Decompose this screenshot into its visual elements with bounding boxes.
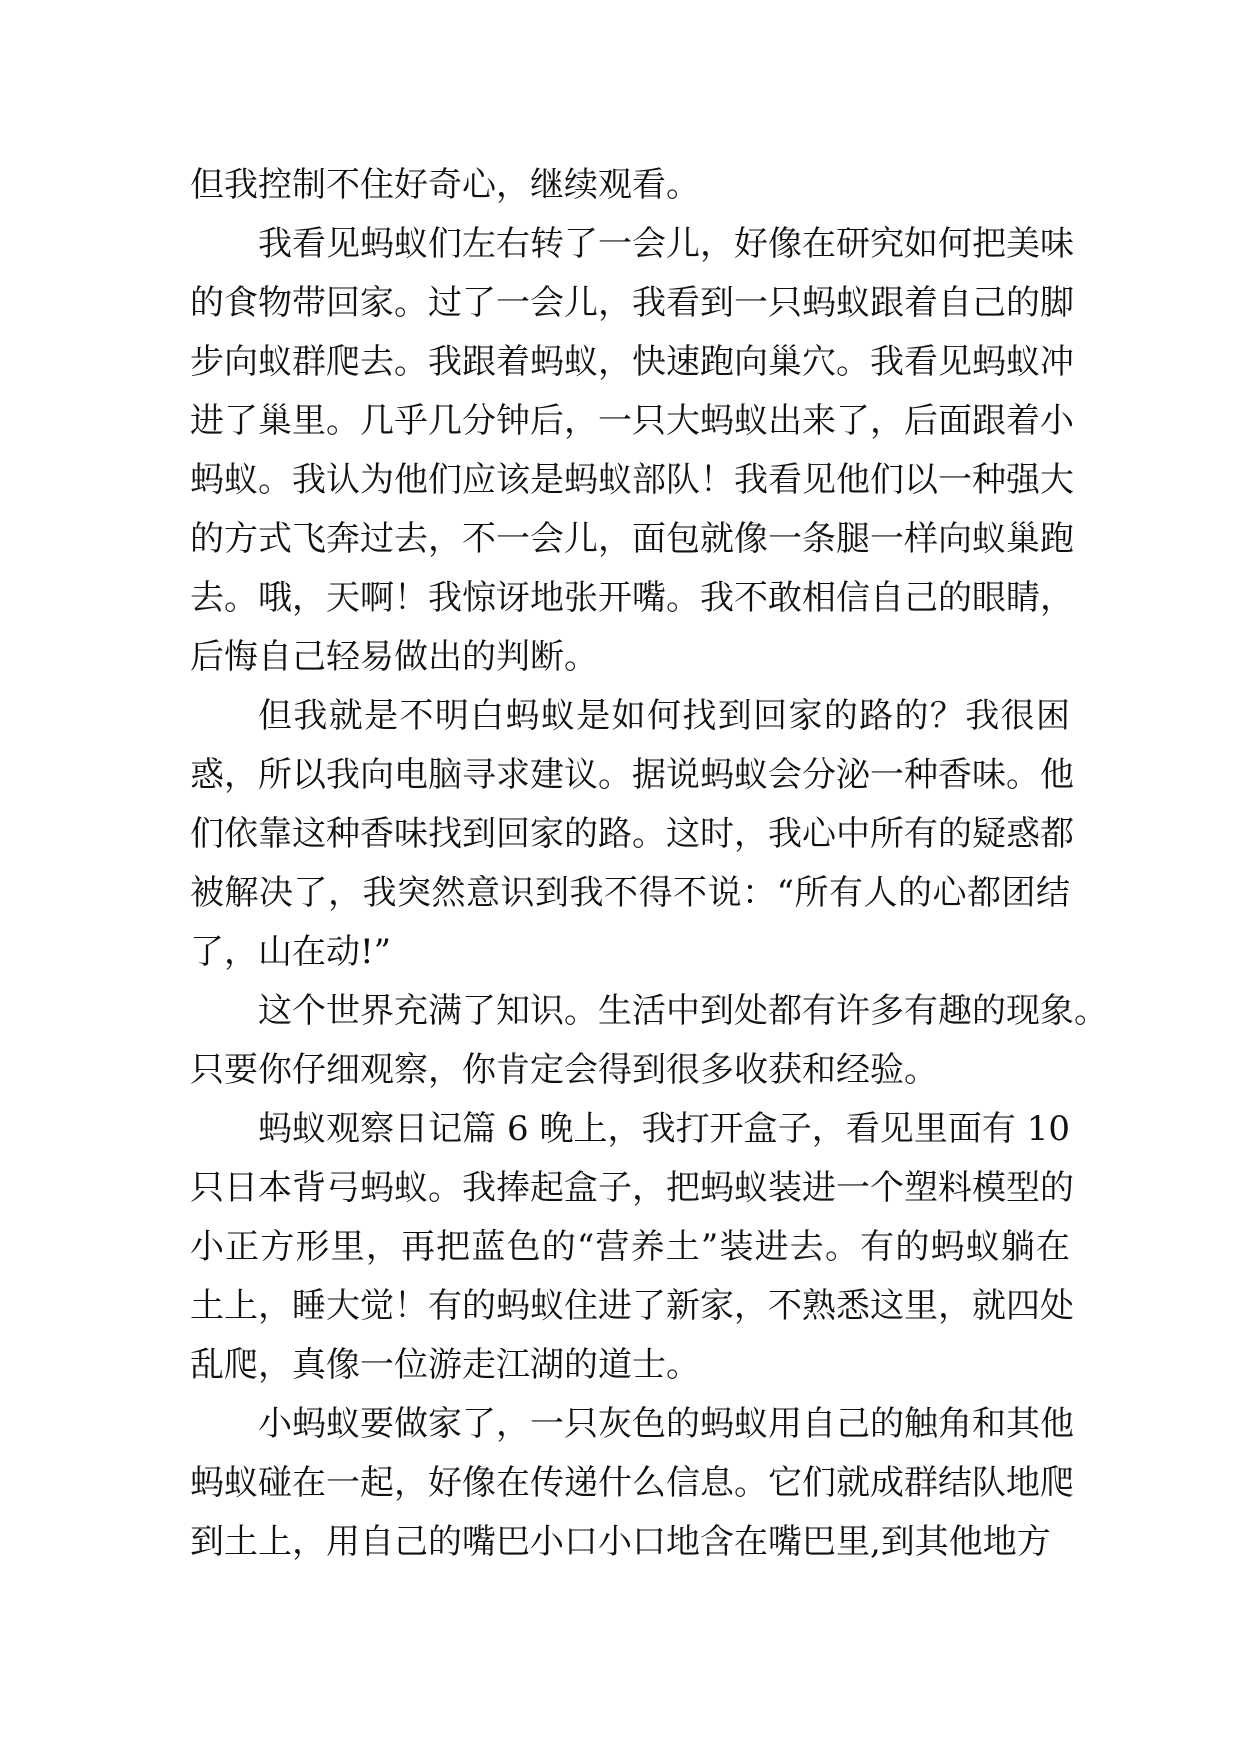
text-line xyxy=(190,864,1070,923)
text-line-content: 进了巢里。几乎几分钟后，一只大蚂蚁出来了，后面跟着小 xyxy=(190,401,1074,441)
paragraph xyxy=(190,687,1074,982)
text-line-content: 到土上，用自己的嘴巴小口小口地含在嘴巴里,到其他地方 xyxy=(190,1522,1051,1562)
paragraph xyxy=(190,215,1074,687)
text-line xyxy=(190,215,1074,274)
text-line-content: 乱爬，真像一位游走江湖的道士。 xyxy=(190,1345,700,1385)
text-line-content: 我看见蚂蚁们左右转了一会儿，好像在研究如何把美味 xyxy=(258,224,1074,264)
text-line xyxy=(190,1513,1070,1572)
text-line-content: 蚂蚁。我认为他们应该是蚂蚁部队！我看见他们以一种强大 xyxy=(190,460,1074,500)
text-line xyxy=(190,1395,1074,1454)
text-line xyxy=(190,392,1074,451)
text-line-content: 的方式飞奔过去，不一会儿，面包就像一条腿一样向蚁巢跑 xyxy=(190,519,1074,559)
text-line xyxy=(190,569,1074,628)
text-line-content: 去。哦，天啊！我惊讶地张开嘴。我不敢相信自己的眼睛， xyxy=(190,578,1074,618)
text-line-content: 蚂蚁观察日记篇 6 晚上，我打开盒子，看见里面有 10 xyxy=(258,1109,1070,1149)
text-line-content: 了，山在动!” xyxy=(190,932,392,972)
text-line-content: 但我就是不明白蚂蚁是如何找到回家的路的？我很困 xyxy=(258,696,1070,736)
body-text xyxy=(190,156,1108,1572)
text-line-content: 小正方形里，再把蓝色的“营养土”装进去。有的蚂蚁躺在 xyxy=(190,1227,1070,1267)
text-line xyxy=(190,1336,1070,1395)
text-line-content: 惑，所以我向电脑寻求建议。据说蚂蚁会分泌一种香味。他 xyxy=(190,755,1074,795)
text-line-content: 这个世界充满了知识。生活中到处都有许多有趣的现象。 xyxy=(258,991,1108,1031)
text-line xyxy=(190,923,1070,982)
text-line xyxy=(190,1218,1070,1277)
text-line xyxy=(190,333,1074,392)
text-line xyxy=(190,687,1070,746)
text-line xyxy=(190,1100,1070,1159)
text-line-content: 土上，睡大觉！有的蚂蚁住进了新家，不熟悉这里，就四处 xyxy=(190,1286,1074,1326)
text-line xyxy=(190,156,1070,215)
text-line xyxy=(190,274,1074,333)
text-line xyxy=(190,1454,1074,1513)
text-line xyxy=(190,1159,1074,1218)
text-line xyxy=(190,1041,1070,1100)
paragraph xyxy=(190,156,1070,215)
text-line xyxy=(190,510,1074,569)
text-line xyxy=(190,805,1074,864)
text-line-content: 但我控制不住好奇心，继续观看。 xyxy=(190,165,700,205)
text-line-content: 被解决了，我突然意识到我不得不说：“所有人的心都团结 xyxy=(190,873,1070,913)
text-line-content: 步向蚁群爬去。我跟着蚂蚁，快速跑向巢穴。我看见蚂蚁冲 xyxy=(190,342,1074,382)
text-line xyxy=(190,746,1074,805)
text-line-content: 只日本背弓蚂蚁。我捧起盒子，把蚂蚁装进一个塑料模型的 xyxy=(190,1168,1074,1208)
text-line-content: 的食物带回家。过了一会儿，我看到一只蚂蚁跟着自己的脚 xyxy=(190,283,1074,323)
paragraph xyxy=(190,1100,1074,1395)
text-line xyxy=(190,1277,1074,1336)
text-line-content: 小蚂蚁要做家了，一只灰色的蚂蚁用自己的触角和其他 xyxy=(258,1404,1074,1444)
text-line xyxy=(190,451,1074,510)
text-line xyxy=(190,982,1108,1041)
text-line-content: 只要你仔细观察，你肯定会得到很多收获和经验。 xyxy=(190,1050,938,1090)
text-line-content: 蚂蚁碰在一起，好像在传递什么信息。它们就成群结队地爬 xyxy=(190,1463,1074,1503)
paragraph xyxy=(190,982,1108,1100)
text-line xyxy=(190,628,1070,687)
text-line-content: 后悔自己轻易做出的判断。 xyxy=(190,637,598,677)
paragraph xyxy=(190,1395,1074,1572)
text-line-content: 们依靠这种香味找到回家的路。这时，我心中所有的疑惑都 xyxy=(190,814,1074,854)
